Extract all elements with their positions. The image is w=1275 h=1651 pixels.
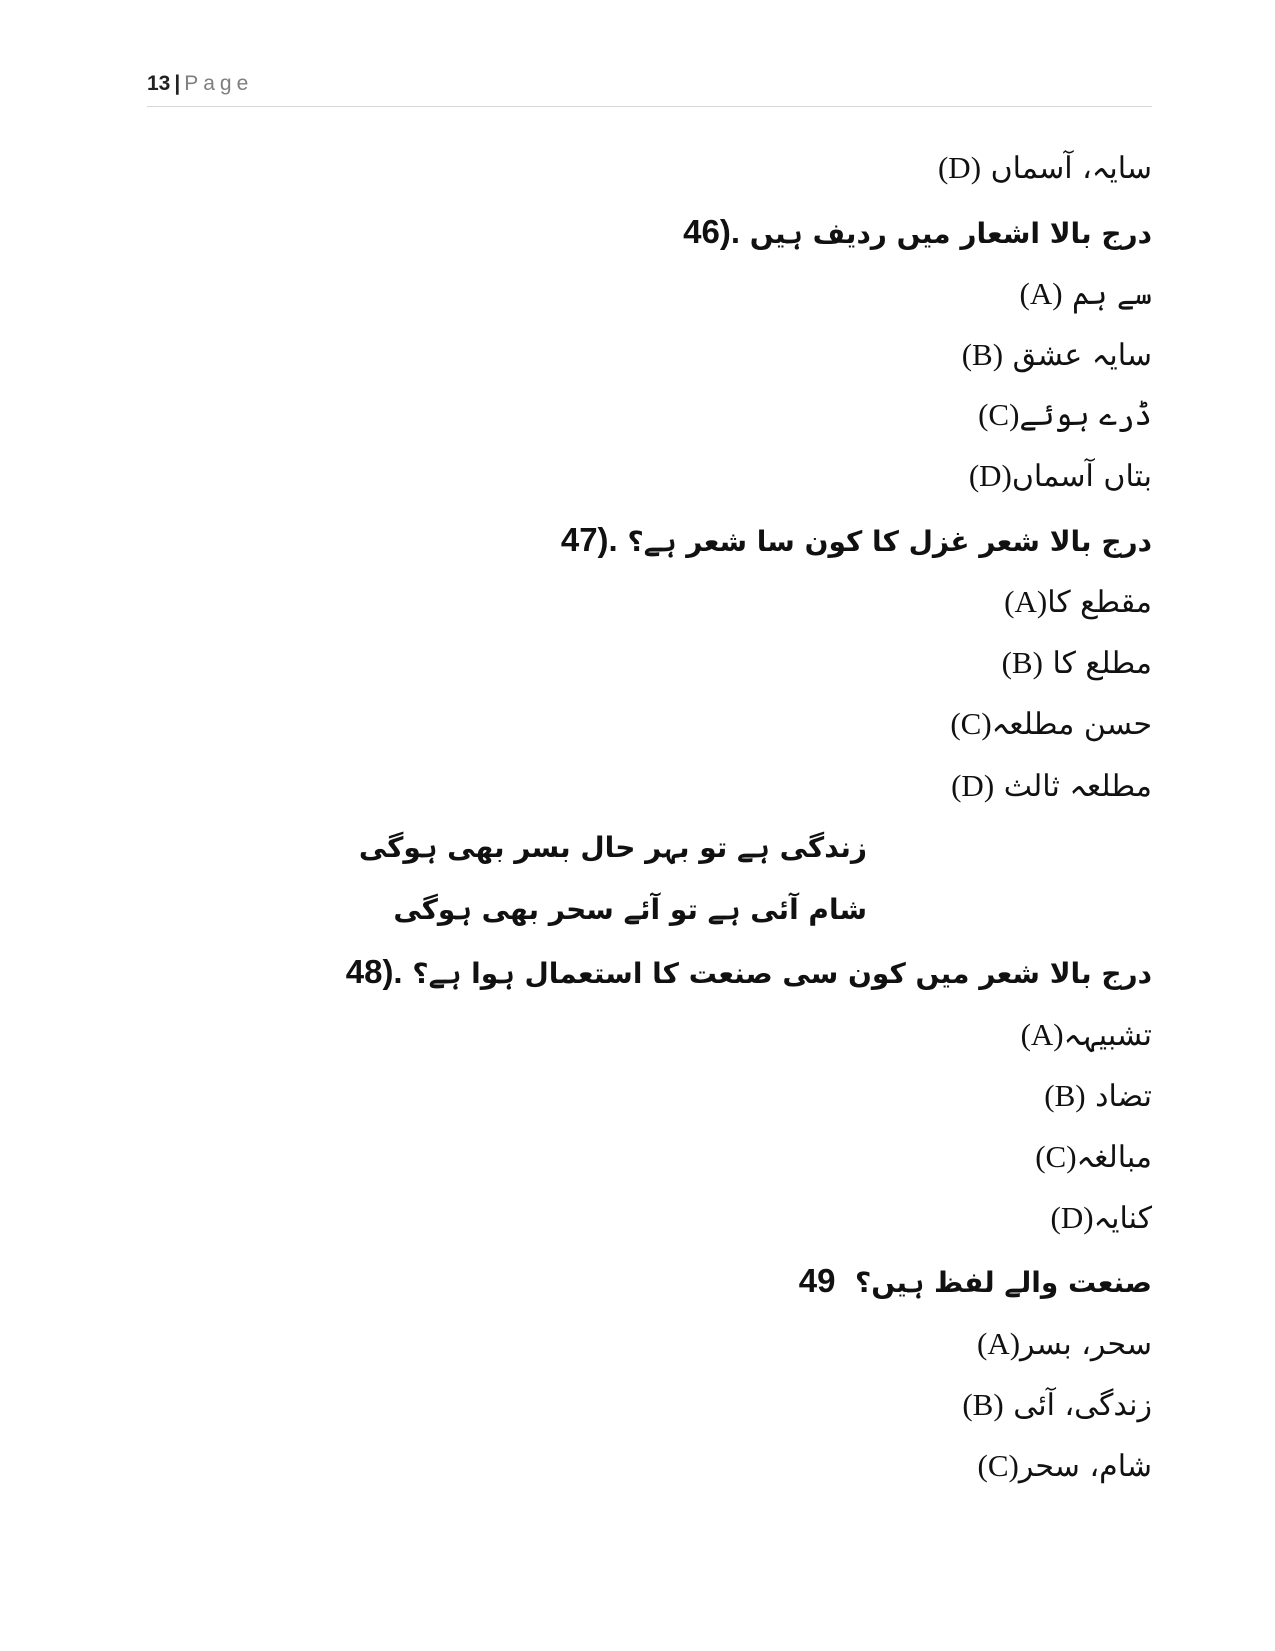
- question-text: درج بالا شعر غزل کا کون سا شعر ہے؟: [627, 525, 1152, 558]
- page-number: 13: [147, 72, 171, 95]
- option-label: (D): [1050, 1200, 1094, 1235]
- question-47: [561, 518, 1152, 562]
- page-header: [147, 72, 1152, 107]
- option-text: شام، سحر: [1018, 1449, 1152, 1484]
- option-a: [977, 1322, 1152, 1366]
- option-b: [962, 333, 1152, 377]
- question-text: درج بالا شعر میں کون سی صنعت کا استعمال ہوا ہے؟: [412, 957, 1152, 990]
- option-label: (D): [968, 458, 1012, 493]
- option-text: حسن مطلعہ: [991, 707, 1152, 742]
- option-text: ڈرے ہوئے: [1019, 398, 1152, 433]
- option-label: (A): [1004, 584, 1048, 619]
- option-text: مطلعہ ثالث: [1003, 769, 1152, 804]
- option-d: [951, 764, 1152, 808]
- option-label: (A): [1020, 1017, 1064, 1052]
- option-a: [1004, 580, 1152, 624]
- option-b: [962, 1383, 1152, 1427]
- option-text: مطلع کا: [1052, 646, 1152, 681]
- option-text: تشبیہہ: [1063, 1018, 1152, 1053]
- question-number: 48).: [345, 953, 403, 990]
- option-b: [1002, 641, 1152, 685]
- option-label: (C): [950, 706, 992, 741]
- option-c: [978, 1444, 1152, 1488]
- option-label: (B): [1044, 1078, 1086, 1113]
- question-number: 49: [798, 1262, 836, 1299]
- question-48: [346, 950, 1152, 994]
- option-d: [1051, 1196, 1152, 1240]
- option-label: (C): [978, 397, 1020, 432]
- question-49: [799, 1259, 1152, 1303]
- option-text: سحر، بسر: [1020, 1327, 1152, 1362]
- option-a: [1020, 272, 1152, 316]
- question-text: صنعت والے لفظ ہیں؟: [854, 1266, 1152, 1299]
- option-label: (C): [977, 1448, 1019, 1483]
- page-label: Page: [184, 72, 254, 95]
- option-text: زندگی، آئی: [1013, 1388, 1152, 1423]
- option-b: [1044, 1074, 1152, 1118]
- option-label: (B): [1001, 645, 1043, 680]
- option-text: سایہ عشق: [1012, 338, 1152, 373]
- question-46: [683, 210, 1152, 254]
- question-text: درج بالا اشعار میں ردیف ہیں: [749, 217, 1152, 250]
- option-c: [978, 393, 1152, 437]
- option-label: (D): [937, 150, 982, 185]
- question-number: 47).: [560, 521, 618, 558]
- option-text: سایہ، آسماں: [990, 151, 1152, 186]
- couplet-line-1: زندگی ہے تو بہر حال بسر بھی ہوگی: [358, 831, 867, 864]
- option-text: کنایہ: [1093, 1201, 1152, 1236]
- option-label: (A): [1019, 276, 1063, 311]
- option-text: سے ہم: [1072, 277, 1152, 312]
- option-text: مبالغہ: [1076, 1140, 1152, 1175]
- header-separator: |: [174, 72, 181, 95]
- couplet-line-2: شام آئی ہے تو آئے سحر بھی ہوگی: [393, 893, 867, 926]
- option-label: (D): [951, 768, 995, 803]
- option-text: مقطع کا: [1047, 585, 1152, 620]
- option-text: بتاں آسماں: [1011, 459, 1152, 494]
- option-c: [1035, 1135, 1152, 1179]
- option-label: (C): [1035, 1139, 1077, 1174]
- question-number: 46).: [683, 213, 741, 250]
- option-d: [969, 454, 1152, 498]
- option-label: (B): [962, 1387, 1004, 1422]
- option-d: [938, 146, 1152, 190]
- option-a: [1021, 1013, 1152, 1057]
- option-label: (B): [961, 337, 1004, 372]
- option-text: تضاد: [1095, 1079, 1152, 1114]
- option-label: (A): [977, 1326, 1021, 1361]
- option-c: [950, 702, 1152, 746]
